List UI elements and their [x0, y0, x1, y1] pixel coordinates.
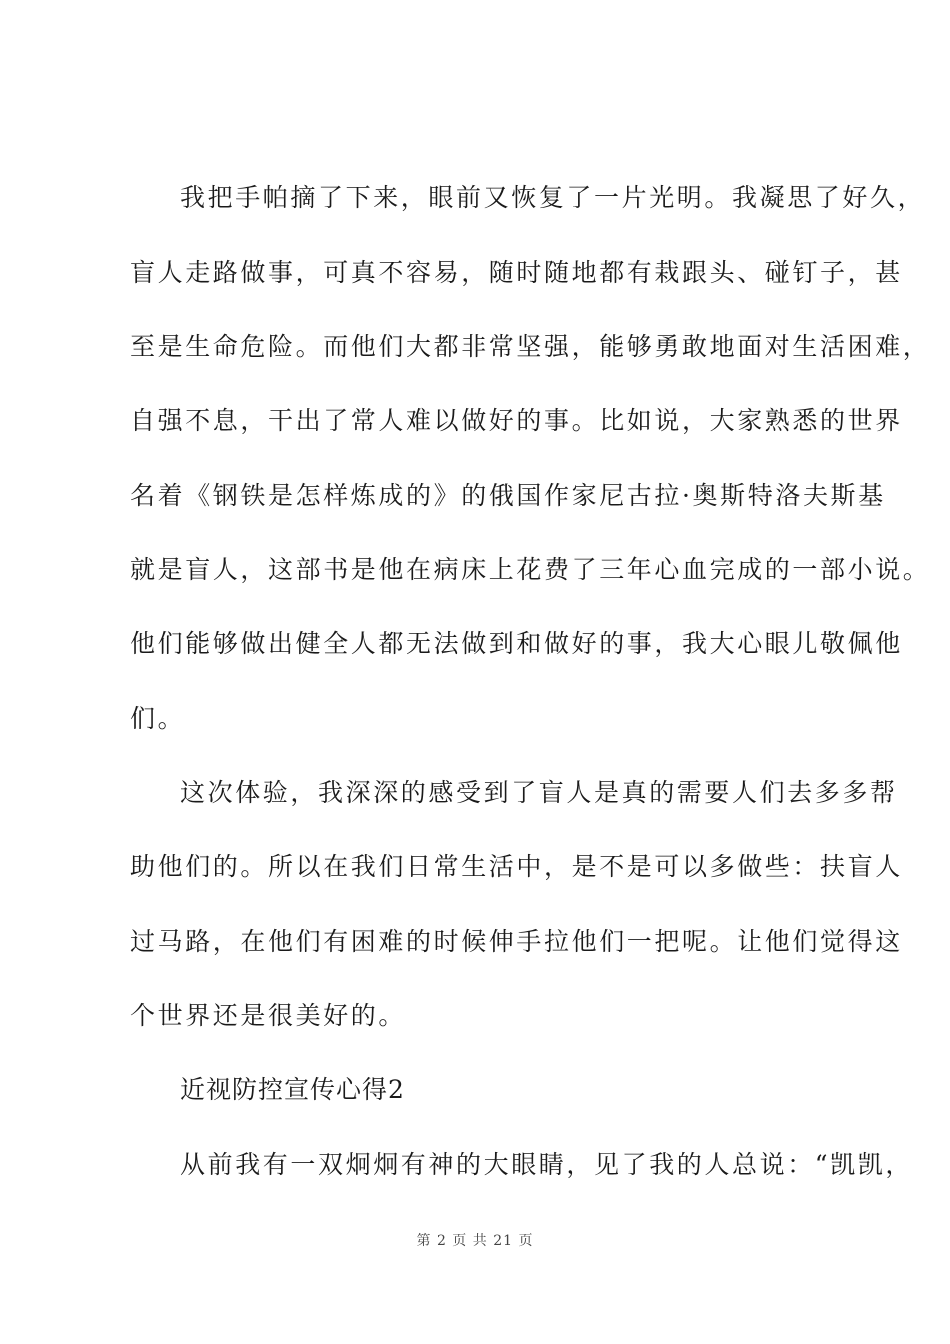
paragraph-line: 助他们的。所以在我们日常生活中，是不是可以多做些：扶盲人 [130, 852, 903, 881]
page-footer: 第 2 页 共 21 页 [416, 1233, 534, 1249]
paragraph-line: 我把手帕摘了下来，眼前又恢复了一片光明。我凝思了好久， [180, 183, 926, 212]
paragraph-line: 自强不息，干出了常人难以做好的事。比如说，大家熟悉的世界 [130, 406, 903, 435]
paragraph-line: 过马路，在他们有困难的时候伸手拉他们一把呢。让他们觉得这 [130, 927, 903, 956]
paragraph-line: 个世界还是很美好的。 [130, 1001, 407, 1030]
paragraph-line: 至是生命危险。而他们大都非常坚强，能够勇敢地面对生活困难， [130, 332, 931, 361]
paragraph-line: 他们能够做出健全人都无法做到和做好的事，我大心眼儿敬佩他 [130, 629, 903, 658]
paragraph-line: 盲人走路做事，可真不容易，随时随地都有栽跟头、碰钉子，甚 [130, 258, 903, 287]
paragraph-line: 就是盲人，这部书是他在病床上花费了三年心血完成的一部小说。 [130, 555, 931, 584]
section-heading: 近视防控宣传心得2 [180, 1075, 405, 1104]
paragraph-line: 们。 [130, 704, 186, 733]
paragraph-line: 名着《钢铁是怎样炼成的》的俄国作家尼古拉·奥斯特洛夫斯基 [130, 481, 886, 510]
paragraph-line: 从前我有一双炯炯有神的大眼睛，见了我的人总说：“凯凯， [180, 1150, 913, 1179]
paragraph-line: 这次体验，我深深的感受到了盲人是真的需要人们去多多帮 [180, 778, 898, 807]
